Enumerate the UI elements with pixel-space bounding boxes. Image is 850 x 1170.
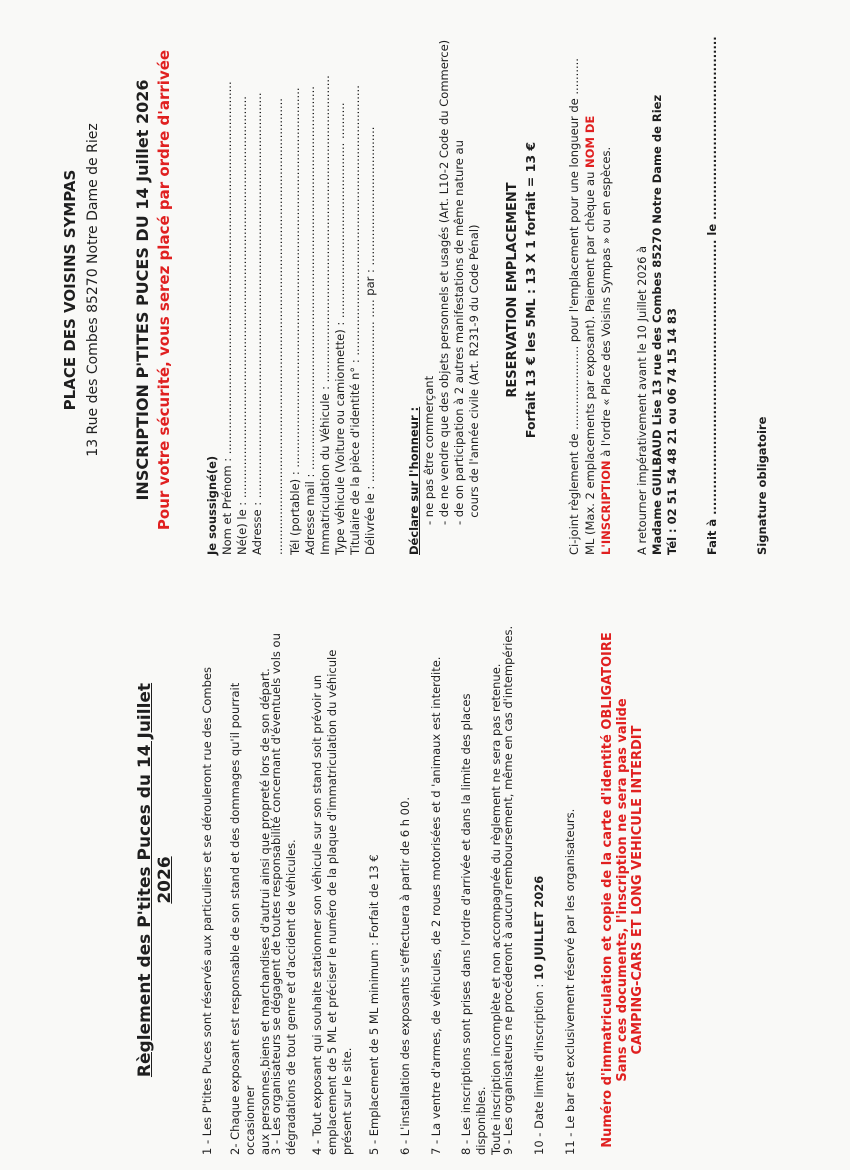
rule-2: 2- Chaque exposant est responsable de son stand et des dommages qu'il pourrait occasionner aux personnes,biens et marchandises d'autrui ainsi que propreté lors de son départ.: [228, 668, 272, 1155]
rules-title: Règlement des P'tites Puces du 14 Juillet 2026: [135, 682, 175, 1078]
form-subtitle: Pour votre sécurité, vous serez placé par ordre d'arrivée: [155, 49, 173, 531]
rules-column: [15, 625, 835, 1155]
payment-line-1: Ci-joint règlement de ....................... pour l'emplacement pour une longueur de ..........: [567, 58, 581, 555]
rule-10: 10 - Date limite d'inscription : 10 JUILLET 2026: [532, 875, 546, 1155]
return-line-3: Tél : 02 51 54 48 21 ou 06 74 15 14 83: [665, 308, 679, 555]
rotated-content: [15, 15, 835, 1155]
reservation-price: Forfait 13 € les 5ML : 13 X 1 forfait = 13 €: [523, 141, 538, 439]
payment-line-2: ML (Max. 2 emplacements par exposant). Paiement par chèque au NOM DE: [583, 115, 597, 555]
declare-item: cours de l'année civile (Art. R231-9 du Code Pénal): [467, 224, 481, 525]
declare-item: - de ne vendre que des objets personnels et usagés (Art. L10-2 Code du Commerce): [437, 39, 451, 525]
fait-a-field[interactable]: Fait à ............................................................... le ..........................................: [705, 36, 719, 555]
rule-7: 7 - La ventre d'armes, de véhicules, de 2 roues motorisées et d 'animaux est interdite.: [429, 656, 443, 1155]
field-type-vehicule[interactable]: Type véhicule (Voiture ou camionnette) : ................................................ ..........: [333, 102, 347, 555]
warning-text: Numéro d'immatriculation et copie de la carte d'identité OBLIGATOIRE Sans ces documents, l'inscription ne sera pas valide CAMPING-CARS ET LONG VEHICULE INTERDIT: [600, 632, 645, 1148]
org-address: 13 Rue des Combes 85270 Notre Dame de Riez: [85, 123, 101, 457]
field-delivree[interactable]: Délivrée le : ............................................ ..... par : ......................................: [363, 126, 377, 555]
rule-8: 8 - Les inscriptions sont prises dans l'ordre d'arrivée et dans la limite des places disponibles. Toute inscription incomplète et non accompagnée du règlement ne sera pas retenue.: [459, 663, 503, 1155]
return-line-1: A retourner impérativement avant le 10 Juillet 2026 à: [635, 245, 649, 555]
declare-item: - de on participation à 2 autres manifestations de même nature au: [452, 140, 466, 525]
rule-9: 9 - Les organisateurs ne procéderont à aucun remboursement, même en cas d'intempéries.: [501, 625, 515, 1155]
org-name: PLACE DES VOISINS SYMPAS: [61, 169, 79, 411]
field-tel[interactable]: Tél (portable) : ........................................................................................................: [288, 87, 302, 555]
signature-label: Signature obligatoire: [755, 416, 769, 555]
form-column: [15, 15, 835, 565]
soussigne-label: Je soussigné(e): [205, 455, 219, 555]
rule-1: 1 - Les P'tites Puces sont réservés aux particuliers et se dérouleront rue des Combes: [200, 667, 214, 1155]
return-line-2: Madame GUILBAUD Lise 13 rue des Combes 85270 Notre Dame de Riez: [650, 94, 664, 555]
field-immatriculation[interactable]: Immatriculation du Véhicule : ....................................................................................: [318, 75, 332, 555]
field-adresse-2[interactable]: .............................................................................................................................: [271, 98, 285, 555]
rule-6: 6 - L'installation des exposants s'effectuera à partir de 6 h 00.: [398, 797, 412, 1155]
field-mail[interactable]: Adresse mail : .........................................................................................................: [303, 86, 317, 555]
rule-11: 11 - Le bar est exclusivement réservé par les organisateurs.: [563, 808, 577, 1155]
field-naissance[interactable]: Né(e) le : ..............................................................................................................: [235, 96, 249, 555]
declare-title: Déclare sur l'honneur :: [407, 406, 421, 555]
reservation-title: RESERVATION EMPLACEMENT: [505, 182, 520, 398]
rule-5: 5 - Emplacement de 5 ML minimum : Forfait de 13 €: [367, 854, 381, 1155]
rule-3: 3 - Les organisateurs se dégagent de toutes responsabilité concernant d'éventuels vols ou dégradations de tout genre et d'accident de véhicules.: [269, 633, 298, 1155]
field-piece-identite[interactable]: Titulaire de la pièce d'identité n° : ..........................................................................: [348, 85, 362, 555]
rule-4: 4 - Tout exposant qui souhaite stationner son véhicule sur son stand soit prévoir un emplacement de 5 ML et préciser le numéro de la plaque d'immatriculation du véhicule présent sur le site.: [310, 649, 354, 1155]
field-nom[interactable]: Nom et Prénom : ......................................................................................................: [220, 81, 234, 555]
field-adresse[interactable]: Adresse : ...............................................................................................................: [250, 92, 264, 555]
form-title: INSCRIPTION P'TITES PUCES DU 14 Juillet 2026: [133, 79, 152, 501]
payment-line-3: L'INSCRIPTION à l'ordre « Place des Voisins Sympas » ou en espèces.: [599, 146, 613, 555]
declare-item: - ne pas être commerçant: [422, 375, 436, 525]
